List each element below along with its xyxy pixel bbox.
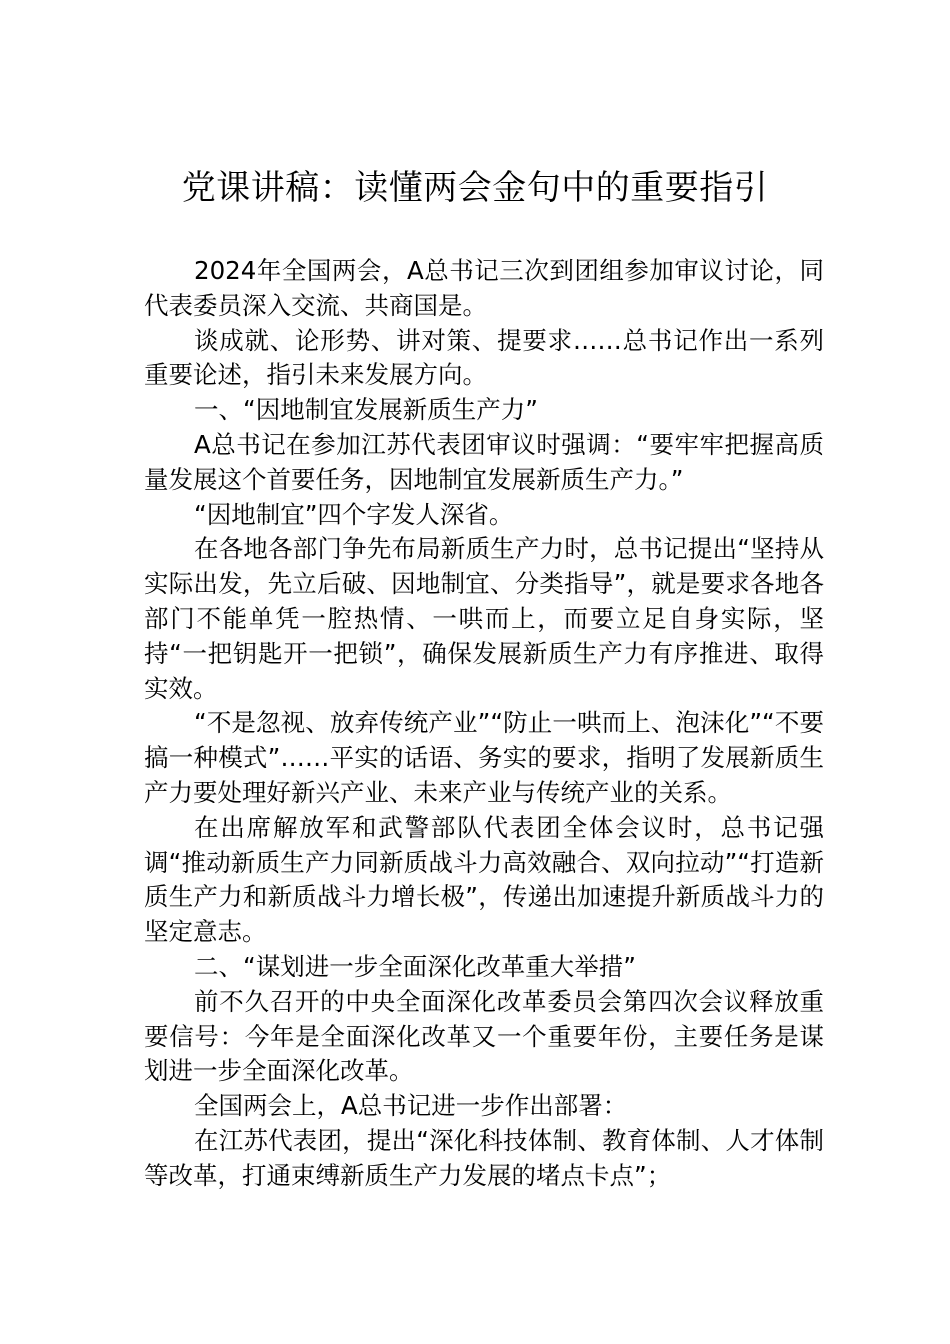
- document-title: 党课讲稿：读懂两会金句中的重要指引: [181, 168, 769, 208]
- paragraph-9: 全国两会上，A总书记进一步作出部署：: [194, 1091, 628, 1121]
- paragraph-5: 在各地各部门争先布局新质生产力时，总书记提出“坚持从实际出发，先立后破、因地制宜、分类指导”，就是要求各地各部门不能单凭一腔热情、一哄而上，而要立足自身实际，坚持“一把钥匙开一把锁”，确保发展新质生产力有序推进、取得实效。: [144, 534, 824, 703]
- paragraph-6: “不是忽视、放弃传统产业”“防止一哄而上、泡沫化”“不要搞一种模式”……平实的话语、务实的要求，指明了发展新质生产力要处理好新兴产业、未来产业与传统产业的关系。: [144, 708, 824, 807]
- paragraph-8: 前不久召开的中央全面深化改革委员会第四次会议释放重要信号：今年是全面深化改革又一个重要年份，主要任务是谋划进一步全面深化改革。: [144, 986, 824, 1086]
- paragraph-1: 2024年全国两会，A总书记三次到团组参加审议讨论，同代表委员深入交流、共商国是。: [144, 256, 824, 320]
- document-body: [144, 254, 824, 1194]
- paragraph-4: “因地制宜”四个字发人深省。: [194, 499, 514, 529]
- section-heading-2: 二、“谋划进一步全面深化改革重大举措”: [194, 951, 636, 981]
- paragraph-7: 在出席解放军和武警部队代表团全体会议时，总书记强调“推动新质生产力同新质战斗力高效融合、双向拉动”“打造新质生产力和新质战斗力增长极”，传递出加速提升新质战斗力的坚定意志。: [144, 812, 824, 947]
- paragraph-3: A总书记在参加江苏代表团审议时强调：“要牢牢把握高质量发展这个首要任务，因地制宜发展新质生产力。”: [144, 429, 824, 494]
- paragraph-10: 在江苏代表团，提出“深化科技体制、教育体制、人才体制等改革，打通束缚新质生产力发展的堵点卡点”；: [144, 1125, 824, 1190]
- paragraph-2: 谈成就、论形势、讲对策、提要求……总书记作出一系列重要论述，指引未来发展方向。: [144, 325, 824, 390]
- section-heading-1: 一、“因地制宜发展新质生产力”: [194, 395, 538, 425]
